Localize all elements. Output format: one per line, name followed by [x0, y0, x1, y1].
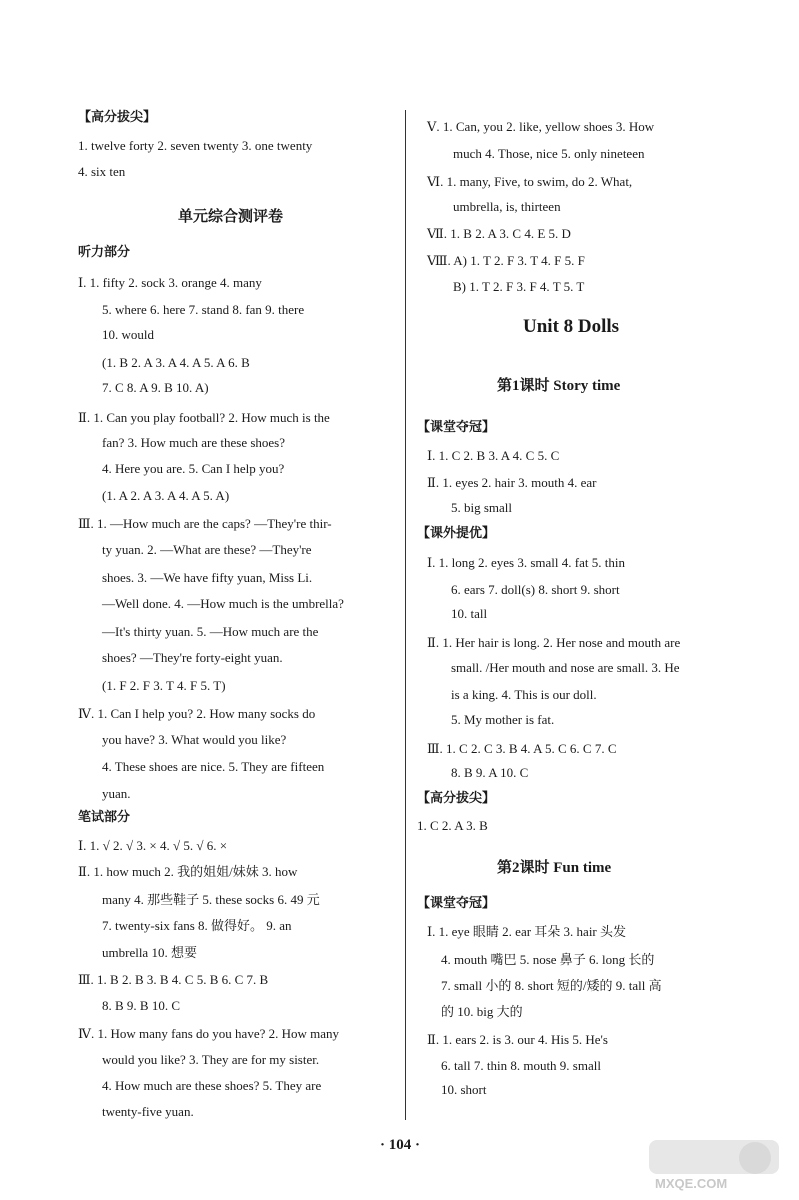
answer-line: 1. twelve forty 2. seven twenty 3. one twenty — [78, 138, 313, 153]
answer-line: would you like? 3. They are for my sister. — [102, 1052, 320, 1067]
answer-line: 4. Here you are. 5. Can I help you? — [102, 461, 285, 476]
answer-line: Ⅱ. 1. eyes 2. hair 3. mouth 4. ear — [427, 475, 597, 490]
answer-line: 5. where 6. here 7. stand 8. fan 9. there — [102, 302, 305, 317]
answer-line: umbrella, is, thirteen — [453, 199, 561, 214]
answer-line: 4. These shoes are nice. 5. They are fifteen — [102, 759, 325, 774]
answer-line: 6. tall 7. thin 8. mouth 9. small — [441, 1058, 601, 1073]
answer-line: (1. A 2. A 3. A 4. A 5. A) — [102, 488, 230, 503]
section-heading: 【课外提优】 — [417, 526, 496, 541]
answer-line: Ⅶ. 1. B 2. A 3. C 4. E 5. D — [427, 226, 571, 241]
answer-line: 10. would — [102, 327, 154, 342]
section-heading: 【高分拔尖】 — [78, 110, 157, 125]
answer-line: Ⅱ. 1. how much 2. 我的姐姐/妹妹 3. how — [78, 864, 298, 879]
answer-line: many 4. 那些鞋子 5. these socks 6. 49 元 — [102, 892, 320, 907]
answer-line: Ⅰ. 1. eye 眼睛 2. ear 耳朵 3. hair 头发 — [427, 924, 627, 939]
answer-line: Ⅴ. 1. Can, you 2. like, yellow shoes 3. How — [427, 119, 655, 134]
answer-line: you have? 3. What would you like? — [102, 732, 287, 747]
section-heading: 【课堂夺冠】 — [417, 896, 496, 911]
answer-line: Ⅰ. 1. √ 2. √ 3. × 4. √ 5. √ 6. × — [78, 838, 228, 853]
answer-line: Ⅰ. 1. C 2. B 3. A 4. C 5. C — [427, 448, 560, 463]
answer-line: Ⅳ. 1. Can I help you? 2. How many socks do — [78, 706, 316, 721]
answer-line: Ⅲ. 1. —How much are the caps? —They're thir- — [78, 516, 332, 531]
answer-line: B) 1. T 2. F 3. F 4. T 5. T — [453, 279, 585, 294]
answer-line: shoes. 3. —We have fifty yuan, Miss Li. — [102, 570, 313, 585]
page-number: · 104 · — [380, 1137, 421, 1153]
lesson-2-title: 第2课时 Fun time — [497, 860, 612, 876]
answer-line: twenty-five yuan. — [102, 1104, 194, 1119]
answer-line: 4. six ten — [78, 164, 126, 179]
answer-line: 7. small 小的 8. short 短的/矮的 9. tall 高 — [441, 978, 662, 993]
answer-line: umbrella 10. 想要 — [102, 945, 197, 960]
answer-line: 10. short — [441, 1082, 487, 1097]
answer-line: Ⅲ. 1. B 2. B 3. B 4. C 5. B 6. C 7. B — [78, 972, 269, 987]
answer-line: yuan. — [102, 786, 131, 801]
answer-line: Ⅰ. 1. long 2. eyes 3. small 4. fat 5. thin — [427, 555, 625, 570]
answer-line: much 4. Those, nice 5. only nineteen — [453, 146, 645, 161]
answer-line: (1. B 2. A 3. A 4. A 5. A 6. B — [102, 355, 250, 370]
unit-test-title: 单元综合测评卷 — [178, 207, 284, 225]
answer-line: 4. mouth 嘴巴 5. nose 鼻子 6. long 长的 — [441, 952, 655, 967]
answer-line: Ⅱ. 1. Her hair is long. 2. Her nose and mouth are — [427, 635, 681, 650]
answer-line: Ⅱ. 1. Can you play football? 2. How much is the — [78, 410, 330, 425]
section-heading: 笔试部分 — [78, 810, 131, 825]
answer-line: 4. How much are these shoes? 5. They are — [102, 1078, 322, 1093]
answer-line: 7. twenty-six fans 8. 做得好。 9. an — [102, 918, 292, 933]
answer-line: 6. ears 7. doll(s) 8. short 9. short — [451, 582, 620, 597]
answer-line: fan? 3. How much are these shoes? — [102, 435, 286, 450]
answer-line: (1. F 2. F 3. T 4. F 5. T) — [102, 678, 226, 693]
answer-line: Ⅲ. 1. C 2. C 3. B 4. A 5. C 6. C 7. C — [427, 741, 617, 756]
column-divider — [405, 110, 406, 1120]
watermark-logo — [645, 1134, 785, 1194]
answer-line: 5. My mother is fat. — [451, 712, 555, 727]
answer-line: is a king. 4. This is our doll. — [451, 687, 597, 702]
answer-line: —It's thirty yuan. 5. —How much are the — [102, 624, 319, 639]
answer-line: shoes? —They're forty-eight yuan. — [102, 650, 283, 665]
section-heading: 【课堂夺冠】 — [417, 420, 496, 435]
answer-line: Ⅰ. 1. fifty 2. sock 3. orange 4. many — [78, 275, 262, 290]
answer-line: 8. B 9. B 10. C — [102, 998, 181, 1013]
answer-line: Ⅵ. 1. many, Five, to swim, do 2. What, — [427, 174, 633, 189]
svg-text:MXQE.COM: MXQE.COM — [655, 1176, 728, 1191]
answer-line: small. /Her mouth and nose are small. 3. He — [451, 660, 680, 675]
answer-line: —Well done. 4. —How much is the umbrella? — [102, 596, 344, 611]
answer-line: 10. tall — [451, 606, 488, 621]
section-heading: 听力部分 — [78, 245, 131, 260]
answer-line: 的 10. big 大的 — [441, 1004, 523, 1019]
section-heading: 【高分拔尖】 — [417, 791, 496, 806]
answer-line: 1. C 2. A 3. B — [417, 818, 488, 833]
answer-line: Ⅳ. 1. How many fans do you have? 2. How many — [78, 1026, 340, 1041]
lesson-1-title: 第1课时 Story time — [497, 378, 621, 394]
unit-title: Unit 8 Dolls — [523, 316, 620, 337]
answer-line: Ⅱ. 1. ears 2. is 3. our 4. His 5. He's — [427, 1032, 608, 1047]
answer-line: 8. B 9. A 10. C — [451, 765, 529, 780]
answer-line: 7. C 8. A 9. B 10. A) — [102, 380, 209, 395]
answer-line: ty yuan. 2. —What are these? —They're — [102, 542, 312, 557]
answer-line: Ⅷ. A) 1. T 2. F 3. T 4. F 5. F — [427, 253, 585, 268]
answer-line: 5. big small — [451, 500, 513, 515]
